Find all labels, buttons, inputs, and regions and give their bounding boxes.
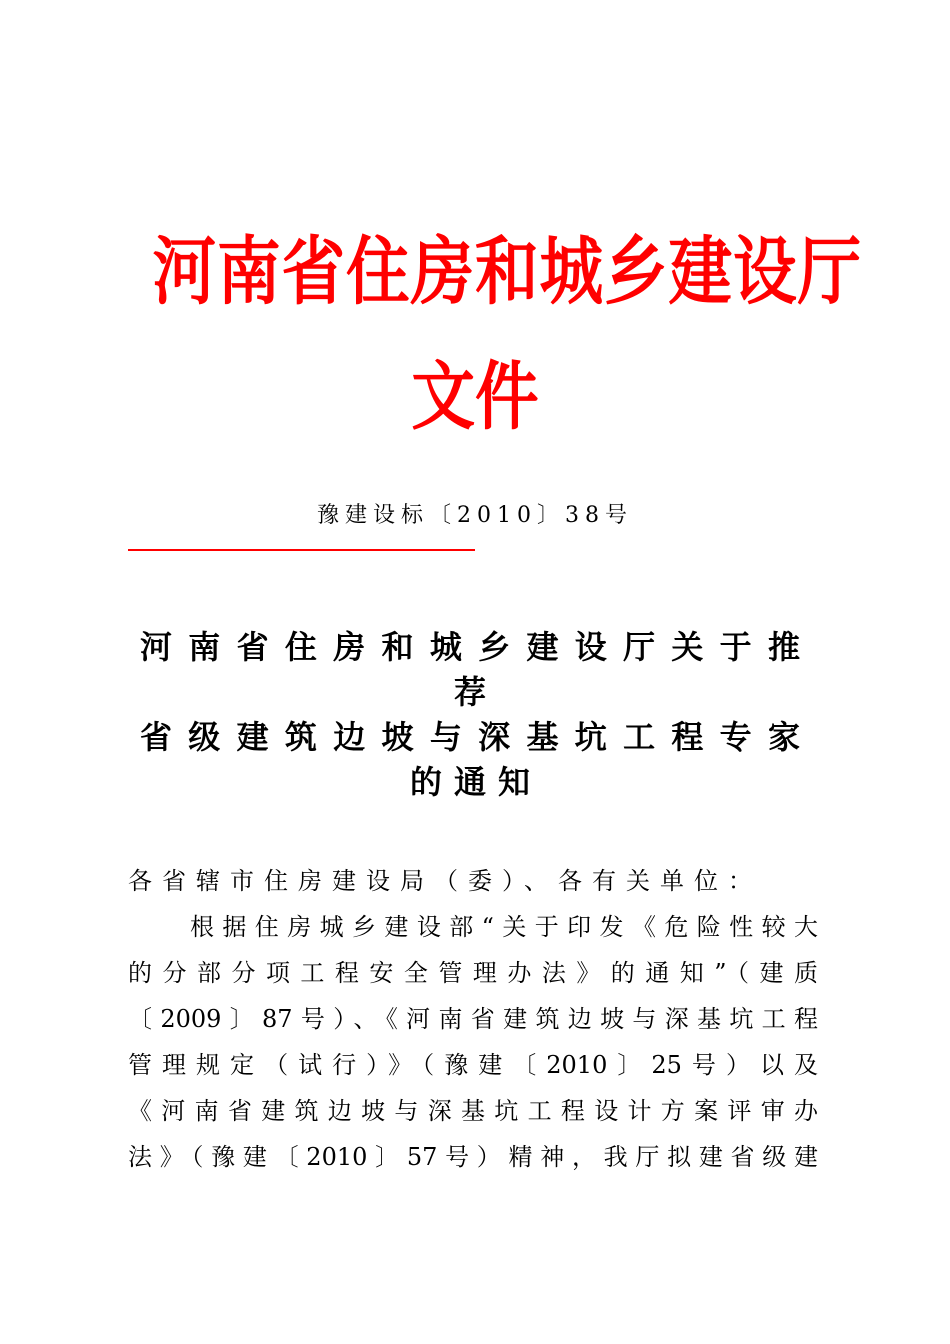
notice-title-line: 荐 xyxy=(453,673,498,711)
body-line: 管理规定（试行）》（豫建〔2010〕25号）以及 xyxy=(128,1051,818,1079)
notice-title-line: 的通知 xyxy=(409,763,542,801)
notice-title-line: 省级建筑边坡与深基坑工程专家 xyxy=(140,718,812,756)
salutation: 各省辖市住房建设局（委）、各有关单位： xyxy=(128,867,762,895)
red-divider-line xyxy=(128,549,475,551)
notice-title xyxy=(140,625,812,805)
notice-title-line: 河南省住房和城乡建设厅关于推 xyxy=(140,628,812,666)
body-line: 〔2009〕87号）、《河南省建筑边坡与深基坑工程 xyxy=(128,1005,818,1033)
body-line: 根据住房城乡建设部“关于印发《危险性较大 xyxy=(190,913,818,941)
document-number: 豫建设标〔2010〕38号 xyxy=(317,503,633,528)
issuer-header-line-1: 河南省住房和城乡建设厅 xyxy=(152,229,862,315)
body-line: 法》（豫建〔2010〕57号）精神，我厅拟建省级建 xyxy=(128,1143,818,1171)
body-line: 《河南省建筑边坡与深基坑工程设计方案评审办 xyxy=(128,1097,818,1125)
issuer-header-line-2: 文件 xyxy=(411,354,539,440)
body-text xyxy=(128,858,818,1180)
body-line: 的分部分项工程安全管理办法》的通知”（建质 xyxy=(128,959,818,987)
